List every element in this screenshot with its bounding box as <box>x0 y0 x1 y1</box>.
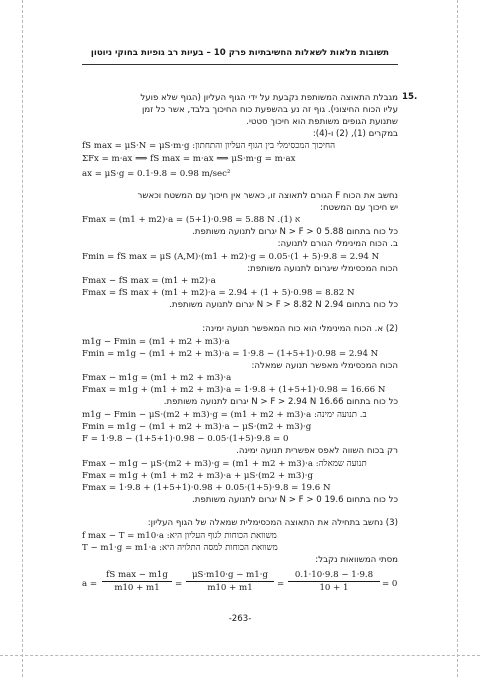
page-header: תשובות מלאות לשאלות החשיבתיות פרק 10 – בעיות רב גופיות בחוקי ניוטון <box>90 48 390 58</box>
frame-guide-bottom <box>0 655 480 656</box>
equation-line: Fmax = fS max + (m1 + m2)·a = 2.94 + (1 + 5)·0.98 = 8.82 N <box>82 288 355 298</box>
fraction-numerator: 0.1·10·9.8 − 1·9.8 <box>294 570 374 580</box>
text-line: כל כוח בתחום 5.88 N > F > 0 יגרום לתנועה משותפת. <box>192 227 398 237</box>
equation-line: Fmin = fS max = μS (A,M)·(m1 + m2)·g = 0.05·(1 + 5)·9.8 = 2.94 N <box>82 252 380 262</box>
fraction <box>186 570 274 593</box>
equation-line: m1g − Fmin = (m1 + m2 + m3)·a <box>82 337 230 347</box>
equation-line: fS max = μS·N = μS·m·g :החיכוך המכסימלי בין הגוף העליון והתחתון <box>82 141 336 151</box>
text-line: (3) נחשב בתחילה את התאוצה המכסימלית שמאלה של הגוף העליון: <box>147 518 398 528</box>
text-line: עליו הכוח החיצוני). גוף זה נע בהשפעת כוח החיכוך בלבד, אשר כל זמן <box>142 105 398 115</box>
text-line: יש חיכוך עם המשטח: <box>320 203 398 213</box>
equation-result: = 0 <box>382 579 398 589</box>
equation-line: Fmin = m1g − (m1 + m2 + m3)·a − μS·(m2 + m3)·g <box>82 422 312 432</box>
fraction <box>102 570 172 593</box>
text-line: רק בכוח השווה לאפס אפשרית תנועה ימינה. <box>236 446 398 456</box>
fraction-numerator: fS max − m1g <box>106 570 168 580</box>
equation-line: Fmax = m1g + (m1 + m2 + m3)·a + μS·(m2 + m3)·g <box>82 471 313 481</box>
equation-line: Fmin = m1g − (m1 + m2 + m3)·a = 1·9.8 − (1+5+1)·0.98 = 2.94 N <box>82 349 379 359</box>
equation-line: Fmax = 1·9.8 + (1+5+1)·0.98 + 0.05·(1+5)·9.8 = 19.6 N <box>82 483 331 493</box>
equation-lhs: a = <box>82 579 98 589</box>
fraction-denominator: 10 + 1 <box>319 583 349 593</box>
equation-line: Fmax = m1g + (m1 + m2 + m3)·a = 1·9.8 + (1+5+1)·0.98 = 16.66 N <box>82 385 386 395</box>
text-line: כל כוח בתחום 2.94 N > F > 8.82 N יגרום לתנועה משותפת. <box>169 300 398 310</box>
fraction-bar <box>186 581 274 582</box>
fraction-numerator: μS·m10·g − m1·g <box>191 570 269 580</box>
equation-line: F = 1·9.8 − (1+5+1)·0.98 − 0.05·(1+5)·9.8 = 0 <box>82 434 289 444</box>
text-line: במקרים (1), (2) ו-(4): <box>312 129 398 139</box>
fraction-denominator: m10 + m1 <box>114 583 160 593</box>
equation-line: m1g − Fmin − μS·(m2 + m3)·g = (m1 + m2 + m3)·a :ב. תנועה ימינה <box>82 410 367 420</box>
equation-line: ΣFx = m·ax ⟹ fS max = m·ax ⟹ μS·m·g = m·ax <box>82 154 296 164</box>
frame-guide-left <box>22 0 23 677</box>
frame-guide-right <box>457 0 458 677</box>
equation-line: Fmax = (m1 + m2)·a = (5+1)·0.98 = 5.88 N .א (1) <box>82 215 301 225</box>
equation-line: Fmax − fS max = (m1 + m2)·a <box>82 276 216 286</box>
equation-line: ax = μS·g = 0.1·9.8 = 0.98 m/sec² <box>82 169 231 179</box>
fraction-denominator: m10 + m1 <box>207 583 253 593</box>
equation-line: f max − T = m10·a :משוואת הכוחות לגוף העליון היא <box>82 531 277 541</box>
equals-sign: = <box>277 579 285 589</box>
header-rule <box>82 64 398 65</box>
text-line: הכוח המכסימלי מאפשר תנועה שמאלה: <box>251 361 398 371</box>
text-line: מגבלת התאוצה המשותפת נקבעת על ידי הגוף העליון (הגוף שלא פועל <box>140 93 398 103</box>
text-line: שתנועת הגופים משותפת הוא חיכוך סטטי. <box>246 117 398 127</box>
fraction-bar <box>288 581 380 582</box>
equation-line: Fmax − m1g = (m1 + m2 + m3)·a <box>82 373 232 383</box>
equation-line: T − m1·g = m1·a :משוואת הכוחות למסה התלויה היא <box>82 543 278 553</box>
fraction-bar <box>102 581 172 582</box>
page-number: -263- <box>228 614 252 624</box>
text-line: ב. הכוח המינימלי הגורם לתנועה: <box>277 239 398 249</box>
text-line: הכוח המכסימלי שיגרום לתנועה משותפת: <box>247 264 398 274</box>
text-line: כל כוח בתחום 16.66 N > F > 2.94 N יגרום לתנועה משותפת. <box>163 397 398 407</box>
equation-line: Fmax − m1g − μS·(m2 + m3)·g = (m1 + m2 + m3)·a :תנועה שמאלה <box>82 459 367 469</box>
text-line: כל כוח בתחום 19.6 N > F > 0 יגרום לתנועה משותפת. <box>192 495 398 505</box>
equals-sign: = <box>175 579 183 589</box>
fraction <box>288 570 380 593</box>
text-line: מסתי המשוואות נקבל: <box>315 555 398 565</box>
problem-number: 15. <box>402 92 418 102</box>
text-line: (2) א. הכוח המינימלי הוא כוח המאפשר תנועה ימינה: <box>202 324 398 334</box>
text-line: נחשב את הכוח F הגורם לתאוצה זו, כאשר אין חיכוך עם המשטח וכאשר <box>137 191 398 201</box>
